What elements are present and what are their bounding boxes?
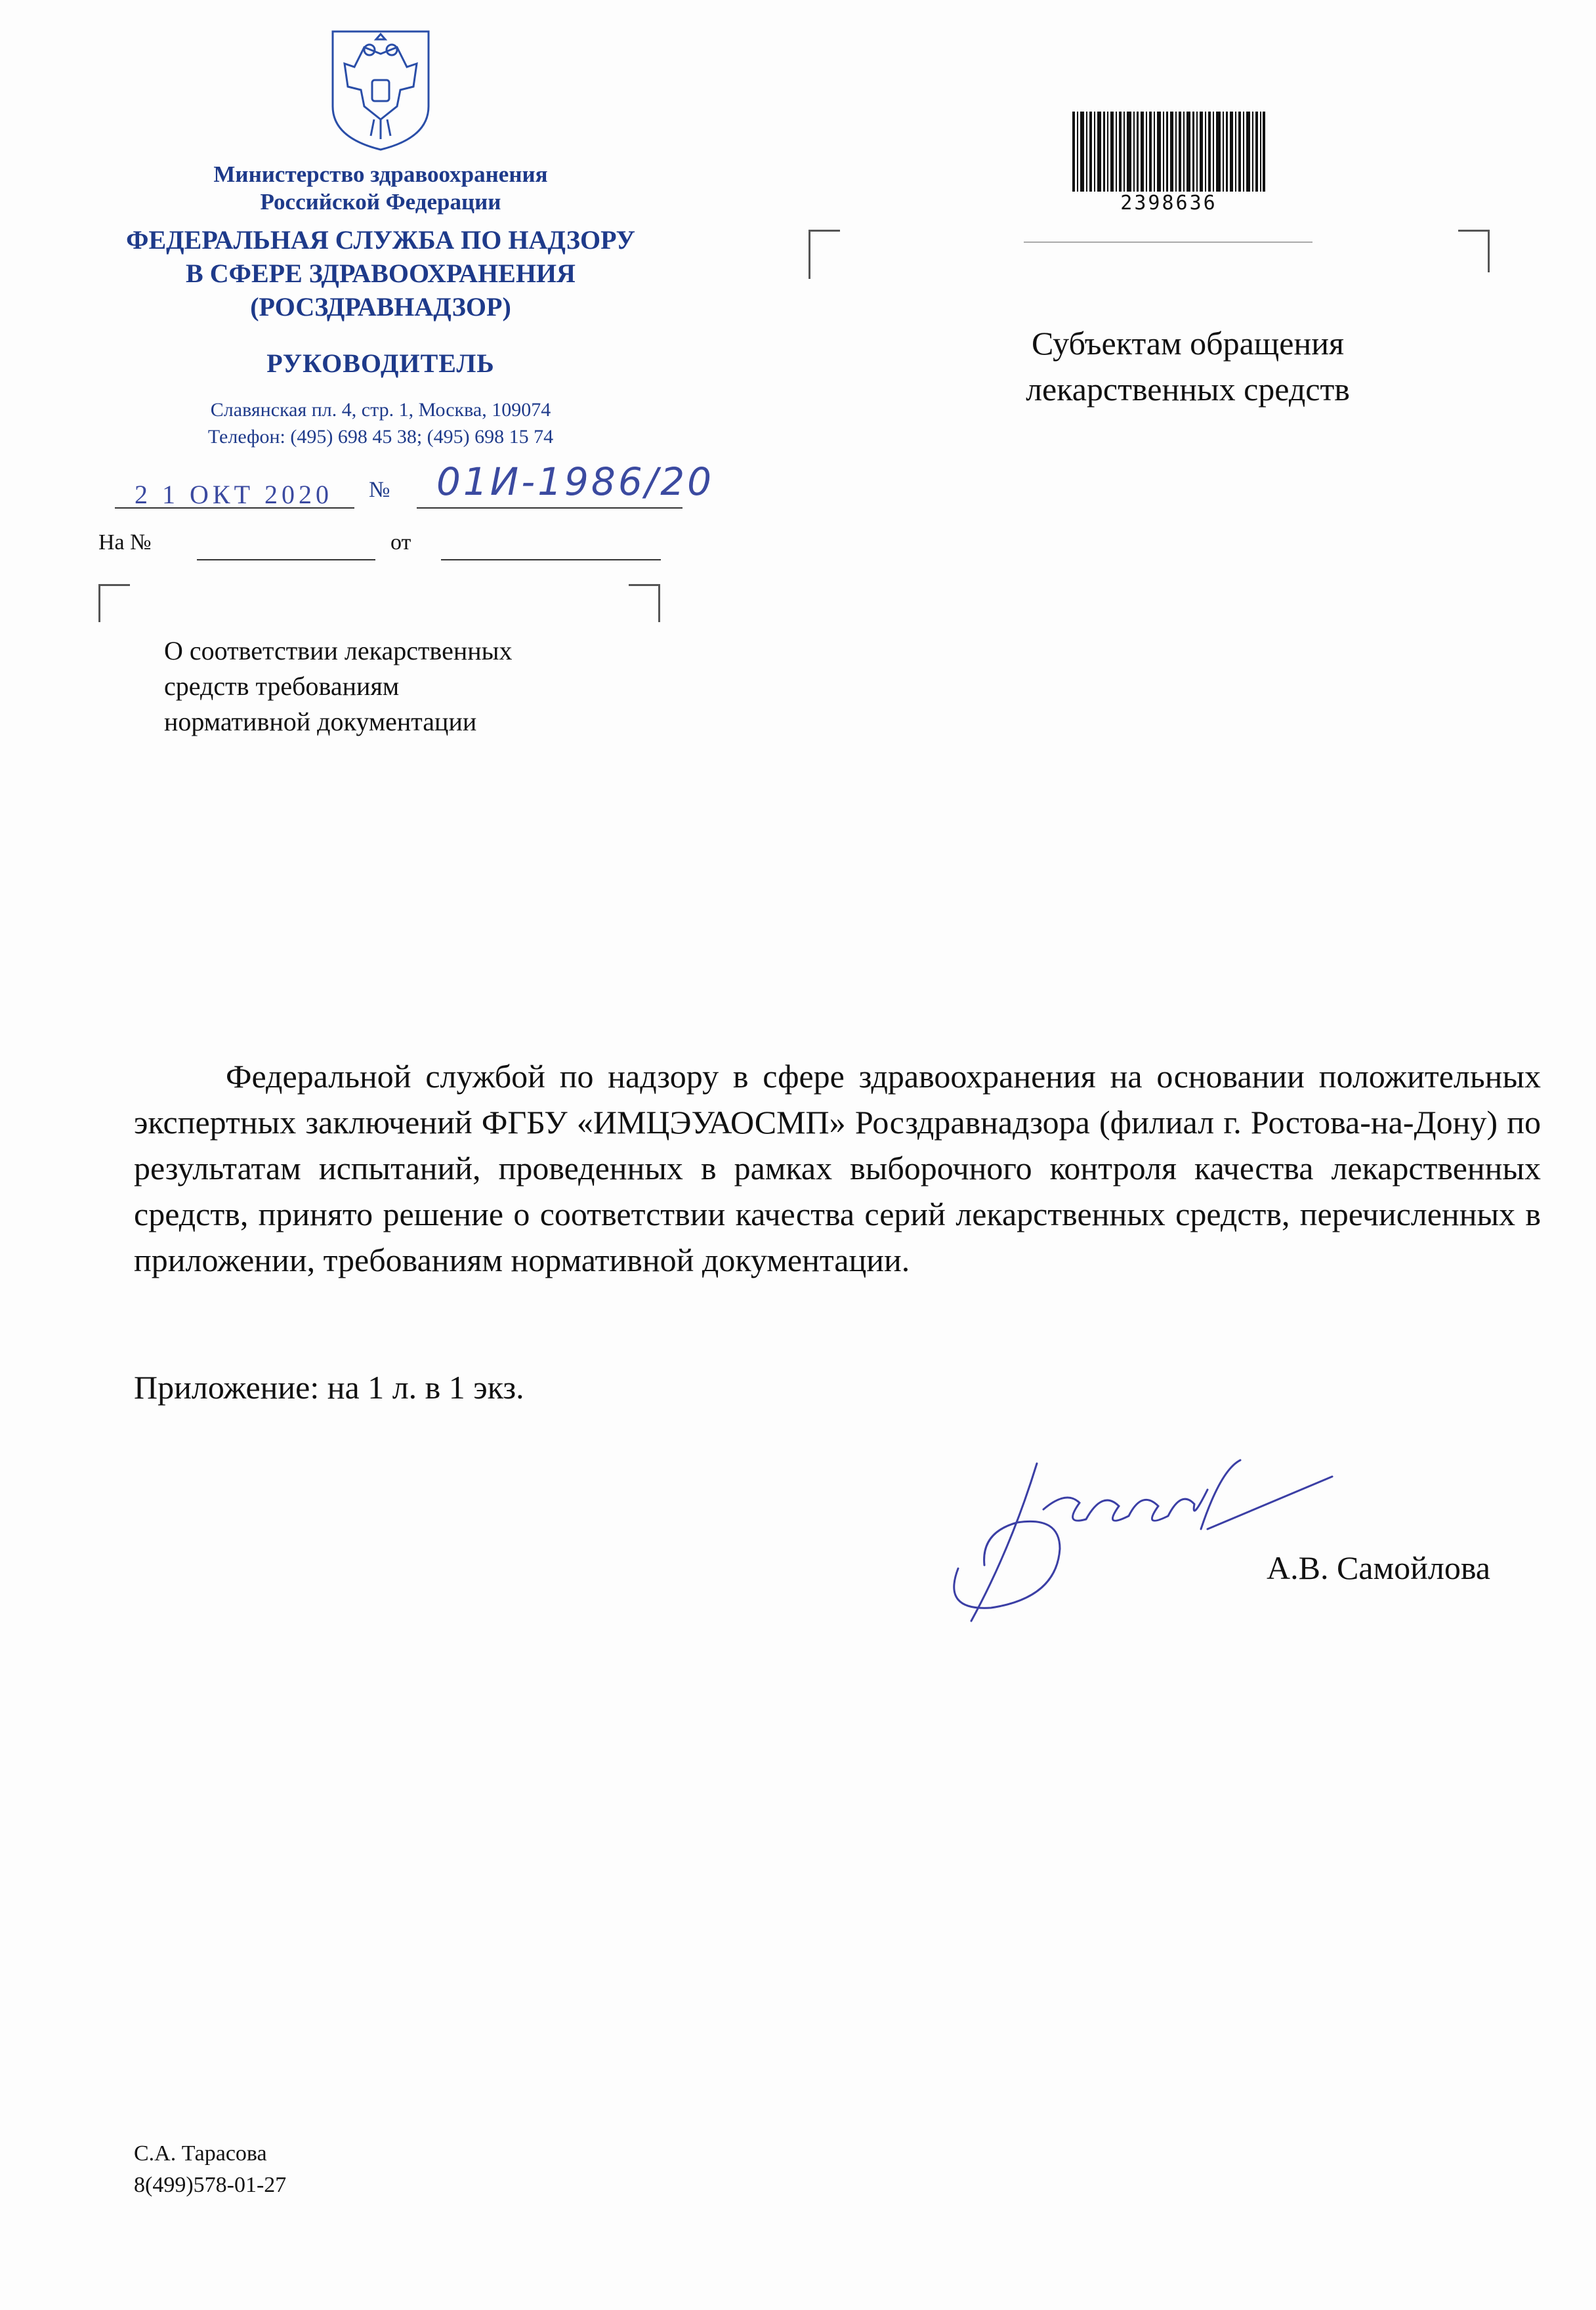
- number-label: №: [369, 478, 390, 502]
- phone-line: Телефон: (495) 698 45 38; (495) 698 15 74: [207, 425, 554, 448]
- service-name: [79, 223, 682, 324]
- executor-phone: 8(499)578-01-27: [134, 2172, 287, 2197]
- reply-from-label: от: [390, 530, 411, 555]
- attachment-note: Приложение: на 1 л. в 1 экз.: [134, 1369, 524, 1406]
- handwritten-signature: [945, 1450, 1339, 1634]
- subject-corner-left: [98, 584, 130, 622]
- barcode-number: 2398636: [1120, 192, 1217, 215]
- body-paragraph: Федеральной службой по надзору в сфере здравоохранения на основании положительных экспертных заключений ФГБУ «ИМЦЭУАОСМП» Росздравнадзора (филиал г. Ростова-на-Дону) по результатам испытаний, проведенных в рамках выборочного контроля качества лекарственных средств, принято решение о соответствии качества серий лекарственных средств, перечисленных в приложении, требованиям нормативной документации.: [134, 1058, 1541, 1278]
- ministry-line-2: Российской Федерации: [260, 189, 501, 215]
- letter-body: [134, 1053, 1541, 1283]
- addressee: [958, 320, 1418, 412]
- ministry-line-1: Министерство здравоохранения: [213, 161, 548, 187]
- service-line-1: ФЕДЕРАЛЬНАЯ СЛУЖБА ПО НАДЗОРУ: [126, 225, 635, 255]
- service-line-3: (РОСЗДРАВНАДЗОР): [250, 292, 511, 322]
- letter-subject: [164, 633, 663, 740]
- addressee-corner-left: [808, 230, 840, 279]
- addressee-line-2: лекарственных средств: [1026, 371, 1350, 408]
- service-line-2: В СФЕРЕ ЗДРАВООХРАНЕНИЯ: [186, 259, 576, 289]
- executor-name: С.А. Тарасова: [134, 2141, 267, 2166]
- address-line: Славянская пл. 4, стр. 1, Москва, 109074: [210, 399, 551, 421]
- reply-number-underline: [197, 559, 375, 560]
- coat-of-arms-emblem: [325, 28, 436, 152]
- registration-date-stamp: 2 1 ОКТ 2020: [135, 480, 333, 509]
- addressee-corner-right: [1458, 230, 1490, 272]
- reply-date-underline: [441, 559, 661, 560]
- executor-info: [134, 2138, 286, 2200]
- addressee-line-1: Субъектам обращения: [1032, 325, 1344, 362]
- subject-line-3: нормативной документации: [164, 707, 477, 736]
- barcode-rule: [1024, 242, 1312, 243]
- signer-name: А.В. Самойлова: [1267, 1549, 1490, 1586]
- registration-number-handwritten: 01И-1986/20: [436, 459, 715, 504]
- reply-number-label: На №: [98, 530, 152, 555]
- head-title: РУКОВОДИТЕЛЬ: [266, 348, 495, 378]
- ministry-name: [98, 161, 663, 216]
- subject-corner-right: [629, 584, 660, 622]
- sender-address: [98, 397, 663, 450]
- number-underline: [417, 507, 682, 509]
- barcode: [1072, 112, 1265, 192]
- subject-line-2: средств требованиям: [164, 671, 400, 701]
- subject-line-1: О соответствии лекарственных: [164, 636, 513, 665]
